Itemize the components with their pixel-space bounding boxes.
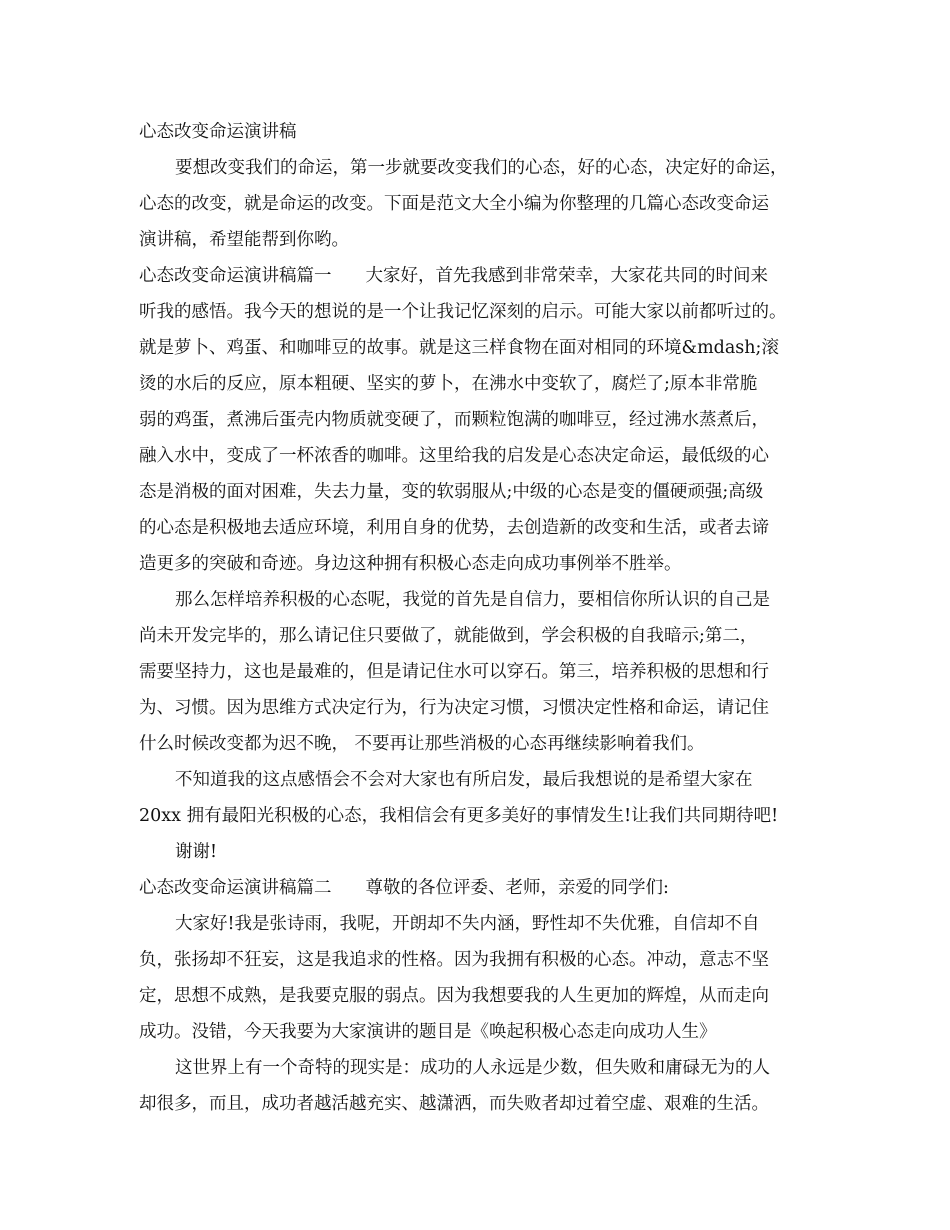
- intro-line: 要想改变我们的命运，第一步就要改变我们的心态，好的心态，决定好的命运，: [175, 158, 788, 178]
- body-line: 造更多的突破和奇迹。身边这种拥有积极心态走向成功事例举不胜举。: [139, 554, 682, 574]
- section-first-line: 尊敬的各位评委、老师，亲爱的同学们:: [365, 878, 669, 898]
- section-heading-row: [139, 870, 669, 906]
- body-line: 负，张扬却不狂妄，这是我追求的性格。因为我拥有积极的心态。冲动，意志不坚: [139, 950, 769, 970]
- body-line: 弱的鸡蛋，煮沸后蛋壳内物质就变硬了，而颗粒饱满的咖啡豆，经过沸水蒸煮后，: [139, 410, 769, 430]
- document-title: 心态改变命运演讲稿: [139, 122, 297, 142]
- body-line: 需要坚持力，这也是最难的，但是请记住水可以穿石。第三，培养积极的思想和行: [139, 662, 769, 682]
- body-line: 为、习惯。因为思维方式决定行为，行为决定习惯，习惯决定性格和命运，请记住: [139, 698, 769, 718]
- body-line: 烫的水后的反应，原本粗硬、坚实的萝卜，在沸水中变软了，腐烂了;原本非常脆: [139, 374, 758, 394]
- body-line: 的心态是积极地去适应环境，利用自身的优势，去创造新的改变和生活，或者去谛: [139, 518, 769, 538]
- body-line: 什么时候改变都为迟不晚， 不要再让那些消极的心态再继续影响着我们。: [139, 734, 705, 754]
- section-heading-row: [139, 258, 768, 294]
- body-line: 听我的感悟。我今天的想说的是一个让我记忆深刻的启示。可能大家以前都听过的。: [139, 302, 787, 322]
- body-line: 却很多，而且，成功者越活越充实、越潇洒，而失败者却过着空虚、艰难的生活。: [139, 1094, 769, 1114]
- body-line: 成功。没错，今天我要为大家演讲的题目是《唤起积极心态走向成功人生》: [139, 1022, 717, 1042]
- section-first-line: 大家好，首先我感到非常荣幸，大家花共同的时间来: [365, 266, 768, 286]
- body-line: 不知道我的这点感悟会不会对大家也有所启发，最后我想说的是希望大家在: [175, 770, 753, 790]
- body-line: 那么怎样培养积极的心态呢，我觉的首先是自信力，要相信你所认识的自己是: [175, 590, 770, 610]
- body-line: 态是消极的面对困难，失去力量，变的软弱服从;中级的心态是变的僵硬顽强;高级: [139, 482, 764, 502]
- thanks-line: 谢谢!: [175, 842, 218, 862]
- body-line: 就是萝卜、鸡蛋、和咖啡豆的故事。就是这三样食物在面对相同的环境&mdash;滚: [139, 338, 779, 358]
- intro-line: 演讲稿，希望能帮到你哟。: [139, 230, 349, 250]
- intro-line: 心态的改变，就是命运的改变。下面是范文大全小编为你整理的几篇心态改变命运: [139, 194, 769, 214]
- body-line: 定，思想不成熟，是我要克服的弱点。因为我想要我的人生更加的辉煌，从而走向: [139, 986, 769, 1006]
- body-line: 尚未开发完毕的，那么请记住只要做了，就能做到，学会积极的自我暗示;第二，: [139, 626, 758, 646]
- section-heading: 心态改变命运演讲稿篇二: [139, 878, 332, 898]
- section-heading: 心态改变命运演讲稿篇一: [139, 266, 332, 286]
- body-line: 20xx 拥有最阳光积极的心态，我相信会有更多美好的事情发生!让我们共同期待吧!: [139, 806, 779, 826]
- body-line: 融入水中，变成了一杯浓香的咖啡。这里给我的启发是心态决定命运，最低级的心: [139, 446, 769, 466]
- body-line: 大家好!我是张诗雨，我呢，开朗却不失内涵，野性却不失优雅，自信却不自: [175, 914, 760, 934]
- body-line: 这世界上有一个奇特的现实是：成功的人永远是少数，但失败和庸碌无为的人: [175, 1058, 770, 1078]
